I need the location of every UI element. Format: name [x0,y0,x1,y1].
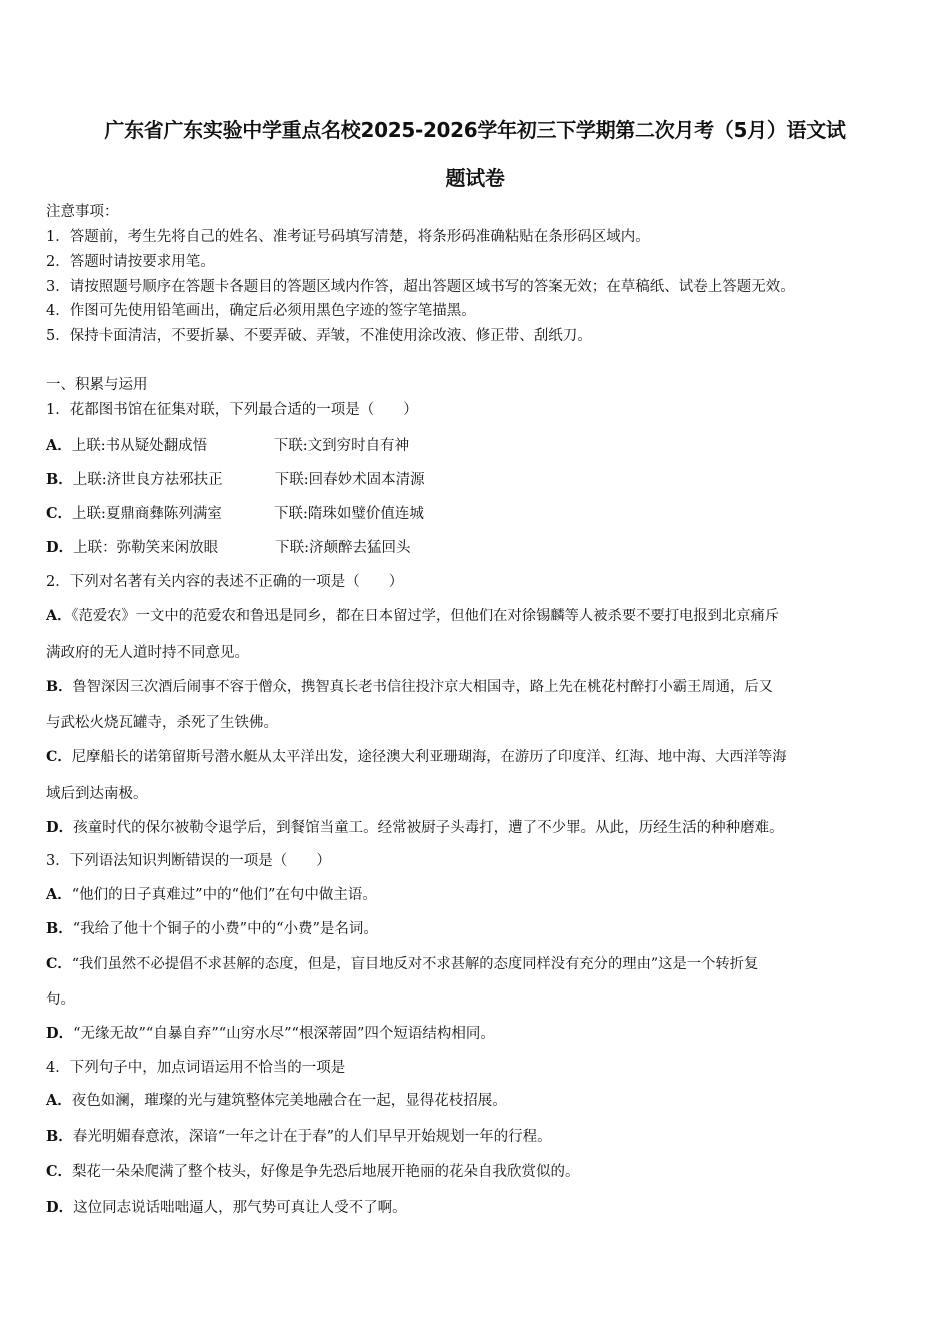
question-2-option-c-line-1: C．尼摩船长的诺第留斯号潜水艇从太平洋出发，途径澳大利亚珊瑚海，在游历了印度洋、红海、地中海、大西洋等海 [46,749,787,765]
notice-item-4: 4．作图可先使用铅笔画出，确定后必须用黑色字迹的签字笔描黑。 [46,303,476,319]
question-3-option-c-line-1: C．“我们虽然不必提倡不求甚解的态度，但是，盲目地反对不求甚解的态度同样没有充分的理由”这是一个转折复 [46,956,759,972]
question-3-option-a: A．“他们的日子真难过”中的“他们”在句中做主语。 [46,886,377,903]
couplet-lower: 下联:文到穷时自有神 [273,438,410,454]
question-2-option-a-line-1: A．《范爱农》一文中的范爱农和鲁迅是同乡，都在日本留过学，但他们在对徐锡麟等人被杀要不要打电报到北京痛斥 [46,608,780,624]
notice-item-1: 1．答题前，考生先将自己的姓名、准考证号码填写清楚，将条形码准确粘贴在条形码区域内。 [46,229,650,245]
couplet-lower: 下联:回春妙术固本清源 [274,472,425,488]
question-3-option-d: D．“无缘无故”“自暴自弃”“山穷水尽”“根深蒂固”四个短语结构相同。 [46,1025,495,1042]
notice-item-2: 2．答题时请按要求用笔。 [46,254,215,270]
question-4-option-c: C．梨花一朵朵爬满了整个枝头，好像是争先恐后地展开艳丽的花朵自我欣赏似的。 [46,1163,580,1180]
couplet-lower: 下联:隋珠如璧价值连城 [274,506,424,522]
option-label: A． [46,437,72,454]
question-1-option-b [46,470,425,490]
question-3-option-b: B．“我给了他十个铜子的小费”中的“小费”是名词。 [46,920,378,937]
notice-item-5: 5．保持卡面清洁，不要折暴、不要弄破、弄皱，不准使用涂改液、修正带、刮纸刀。 [46,328,592,344]
question-1-option-c [46,504,424,524]
question-3-stem: 3．下列语法知识判断错误的一项是（ ） [46,853,331,869]
question-1-option-d [46,538,410,558]
question-2-option-b-line-1: B．鲁智深因三次酒后闹事不容于僧众，携智真长老书信往投汴京大相国寺，路上先在桃花村醉打小霸王周通，后又 [46,679,773,695]
option-label: B． [46,471,73,488]
question-2-option-b-line-2: 与武松火烧瓦罐寺，杀死了生铁佛。 [46,715,278,731]
notice-heading: 注意事项： [46,204,119,220]
page-title-line-2: 题试卷 [445,166,505,190]
question-2-option-d: D．孩童时代的保尔被勒令退学后，到餐馆当童工。经常被厨子头毒打，遭了不少罪。从此，历经生活的种种磨难。 [46,819,784,836]
couplet-upper: 上联:夏鼎商彝陈列满室 [72,506,222,522]
question-1-option-a [46,436,409,456]
question-2-option-a-line-2: 满政府的无人道时持不同意见。 [46,645,249,661]
option-label: D． [46,539,74,556]
section-heading: 一、积累与运用 [46,377,148,393]
question-4-stem: 4．下列句子中，加点词语运用不恰当的一项是 [46,1060,346,1076]
question-1-stem: 1．花都图书馆在征集对联，下列最合适的一项是（ ） [46,402,418,418]
question-3-option-c-line-2: 句。 [46,992,75,1008]
notice-item-3: 3．请按照题号顺序在答题卡各题目的答题区域内作答，超出答题区域书写的答案无效；在草稿纸、试卷上答题无效。 [46,279,795,295]
question-2-option-c-line-2: 域后到达南极。 [46,786,148,802]
couplet-upper: 上联:济世良方祛邪扶正 [72,472,223,488]
question-2-stem: 2．下列对名著有关内容的表述不正确的一项是（ ） [46,574,404,590]
page-title-line-1: 广东省广东实验中学重点名校2025-2026学年初三下学期第二次月考（5月）语文试 [104,118,846,142]
question-4-option-b: B．春光明媚春意浓，深谙“一年之计在于春”的人们早早开始规划一年的行程。 [46,1128,552,1145]
couplet-lower: 下联:济颠醉去猛回头 [275,540,411,556]
option-label: C． [46,505,73,522]
question-4-option-d: D．这位同志说话咄咄逼人，那气势可真让人受不了啊。 [46,1199,407,1216]
couplet-upper: 上联:书从疑处翻成悟 [71,438,208,454]
couplet-upper: 上联：弥勒笑来闲放眼 [73,540,219,556]
question-4-option-a: A．夜色如澜，璀璨的光与建筑整体完美地融合在一起，显得花枝招展。 [46,1092,507,1109]
